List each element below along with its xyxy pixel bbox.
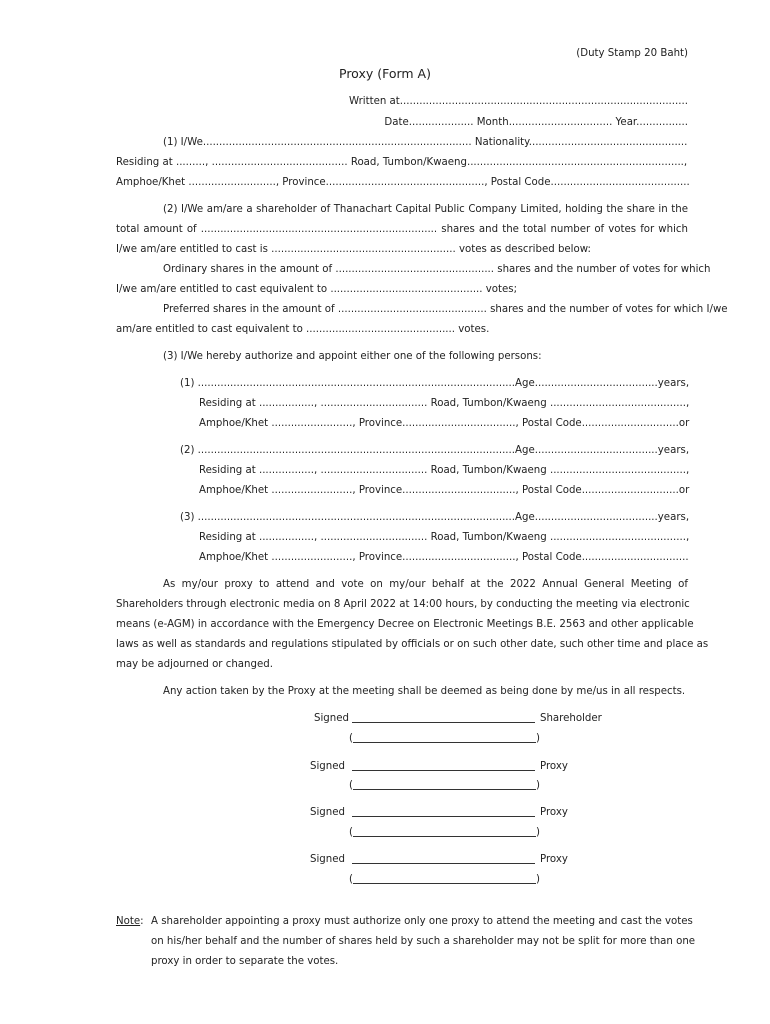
signature-line-shareholder[interactable]	[352, 722, 535, 723]
note-line-2: on his/her behalf and the number of shares held by such a shareholder may not be split for more than one	[151, 936, 696, 947]
paren-close: )	[536, 733, 540, 744]
purpose-line-1: As my/our proxy to attend and vote on my/our behalf at the 2022 Annual General Meeting of	[163, 579, 688, 590]
signed-label: Signed	[314, 713, 349, 724]
paren-close: )	[536, 874, 540, 885]
paren-open: (	[349, 733, 353, 744]
action-statement: Any action taken by the Proxy at the meeting shall be deemed as being done by me/us in all respects.	[163, 686, 686, 697]
role-shareholder: Shareholder	[540, 713, 602, 724]
proxy-1-name-line: (1) ..................................................................................................Age......................................years,	[180, 378, 690, 389]
role-proxy-1: Proxy	[540, 761, 568, 772]
purpose-line-5: may be adjourned or changed.	[116, 659, 273, 670]
signed-label: Signed	[310, 807, 345, 818]
role-proxy-2: Proxy	[540, 807, 568, 818]
printed-name-line-proxy-3[interactable]	[353, 883, 536, 884]
printed-name-line-proxy-2[interactable]	[353, 836, 536, 837]
note-line-1: A shareholder appointing a proxy must authorize only one proxy to attend the meeting and cast the votes	[151, 916, 693, 927]
date-field: Date.................... Month................................ Year................	[384, 117, 688, 128]
proxy-1-district-line: Amphoe/Khet ........................., Province..................................., Postal Code..............................or	[199, 418, 690, 429]
preferred-shares-line: Preferred shares in the amount of .............................................. shares and the number of votes for which I/we	[163, 304, 728, 315]
proxy-3-name-line: (3) ..................................................................................................Age......................................years,	[180, 512, 690, 523]
shareholder-name-line: (1) I/We................................................................................... Nationality.................................................	[163, 137, 688, 148]
paren-close: )	[536, 827, 540, 838]
shares-line-1: (2) I/We am/are a shareholder of Thanachart Capital Public Company Limited, holding the share in the	[163, 204, 688, 215]
note-label-wrap	[116, 915, 144, 929]
note-label: Note	[116, 916, 141, 927]
signature-line-proxy-3[interactable]	[352, 863, 535, 864]
purpose-line-4: laws as well as standards and regulations stipulated by officials or on such other date, such other time and place as	[116, 639, 709, 650]
note-line-3: proxy in order to separate the votes.	[151, 956, 339, 967]
paren-open: (	[349, 874, 353, 885]
proxy-2-name-line: (2) ..................................................................................................Age......................................years,	[180, 445, 690, 456]
printed-name-line-shareholder[interactable]	[353, 742, 536, 743]
signed-label: Signed	[310, 854, 345, 865]
proxy-2-district-line: Amphoe/Khet ........................., Province..................................., Postal Code..............................or	[199, 485, 690, 496]
duty-stamp-note: (Duty Stamp 20 Baht)	[576, 48, 688, 59]
note-colon: :	[140, 916, 144, 927]
signature-line-proxy-1[interactable]	[352, 770, 535, 771]
paren-open: (	[349, 780, 353, 791]
paren-open: (	[349, 827, 353, 838]
printed-name-line-proxy-1[interactable]	[353, 789, 536, 790]
proxy-3-district-line: Amphoe/Khet ........................., Province..................................., Postal Code.................................	[199, 552, 689, 563]
ordinary-votes-line: I/we am/are entitled to cast equivalent to ............................................... votes;	[116, 284, 518, 295]
proxy-2-address-line: Residing at ................., ................................. Road, Tumbon/Kwaeng ..........................................,	[199, 465, 690, 476]
proxy-3-address-line: Residing at ................., ................................. Road, Tumbon/Kwaeng ..........................................,	[199, 532, 690, 543]
purpose-line-3: means (e-AGM) in accordance with the Emergency Decree on Electronic Meetings B.E. 2563 and other applicable	[116, 619, 694, 630]
paren-close: )	[536, 780, 540, 791]
proxy-1-address-line: Residing at ................., ................................. Road, Tumbon/Kwaeng ..........................................,	[199, 398, 690, 409]
purpose-line-2: Shareholders through electronic media on 8 April 2022 at 14:00 hours, by conducting the meeting via electronic	[116, 599, 690, 610]
preferred-votes-line: am/are entitled to cast equivalent to .............................................. votes.	[116, 324, 490, 335]
shareholder-district-line: Amphoe/Khet ..........................., Province................................................., Postal Code...........................................	[116, 177, 690, 188]
signature-line-proxy-2[interactable]	[352, 816, 535, 817]
signed-label: Signed	[310, 761, 345, 772]
form-title: Proxy (Form A)	[339, 66, 431, 81]
ordinary-shares-line: Ordinary shares in the amount of ................................................. shares and the number of votes for which	[163, 264, 711, 275]
role-proxy-3: Proxy	[540, 854, 568, 865]
shareholder-address-line: Residing at ........., .......................................... Road, Tumbon/Kwaeng...................................................................,	[116, 157, 688, 168]
written-at-field: Written at.........................................................................................	[348, 96, 688, 107]
appoint-intro: (3) I/We hereby authorize and appoint either one of the following persons:	[163, 351, 542, 362]
shares-line-3: I/we am/are entitled to cast is ......................................................... votes as described below:	[116, 244, 591, 255]
shares-line-2: total amount of ......................................................................... shares and the total number of votes for which	[116, 224, 688, 235]
